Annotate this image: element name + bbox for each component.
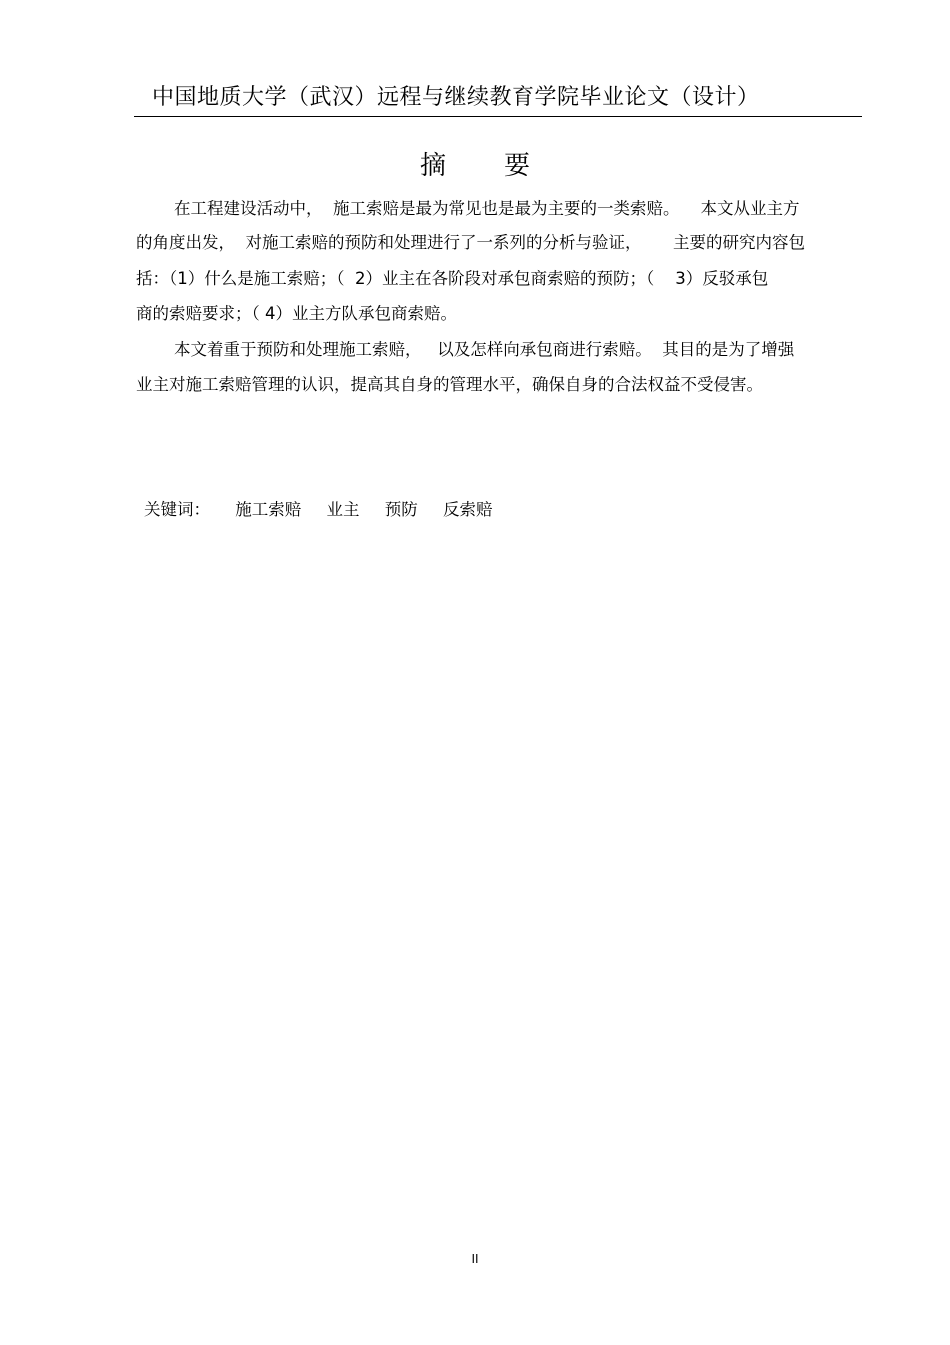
abstract-line-4: 商的索赔要求；（ 4）业主方队承包商索赔。 xyxy=(136,304,457,323)
abstract-title-char-1: 摘 xyxy=(419,151,446,181)
abstract-line-2: 的角度出发， 对施工索赔的预防和处理进行了一系列的分析与验证， 主要的研究内容包 xyxy=(136,233,805,252)
keyword-item: 施工索赔 xyxy=(235,500,302,519)
keyword-item: 反索赔 xyxy=(443,500,493,519)
abstract-line-5: 本文着重于预防和处理施工索赔， 以及怎样向承包商进行索赔。 其目的是为了增强 xyxy=(174,340,795,359)
running-header: 中国地质大学（武汉）远程与继续教育学院毕业论文（设计） xyxy=(152,85,760,110)
keyword-item: 预防 xyxy=(384,500,418,519)
abstract-title-char-2: 要 xyxy=(503,151,530,181)
abstract-line-1: 在工程建设活动中， 施工索赔是最为常见也是最为主要的一类索赔。 本文从业主方 xyxy=(174,199,800,218)
header-rule xyxy=(134,116,862,117)
page-number: II xyxy=(471,1252,479,1266)
abstract-title xyxy=(0,145,950,182)
keywords-label: 关键词： xyxy=(144,500,210,519)
abstract-line-6: 业主对施工索赔管理的认识，提高其自身的管理水平，确保自身的合法权益不受侵害。 xyxy=(136,375,763,394)
abstract-line-3: 括：（1）什么是施工索赔；（ 2）业主在各阶段对承包商索赔的预防；（ 3）反驳承包 xyxy=(136,269,769,288)
keyword-item: 业主 xyxy=(326,500,360,519)
keywords-line xyxy=(144,496,493,520)
